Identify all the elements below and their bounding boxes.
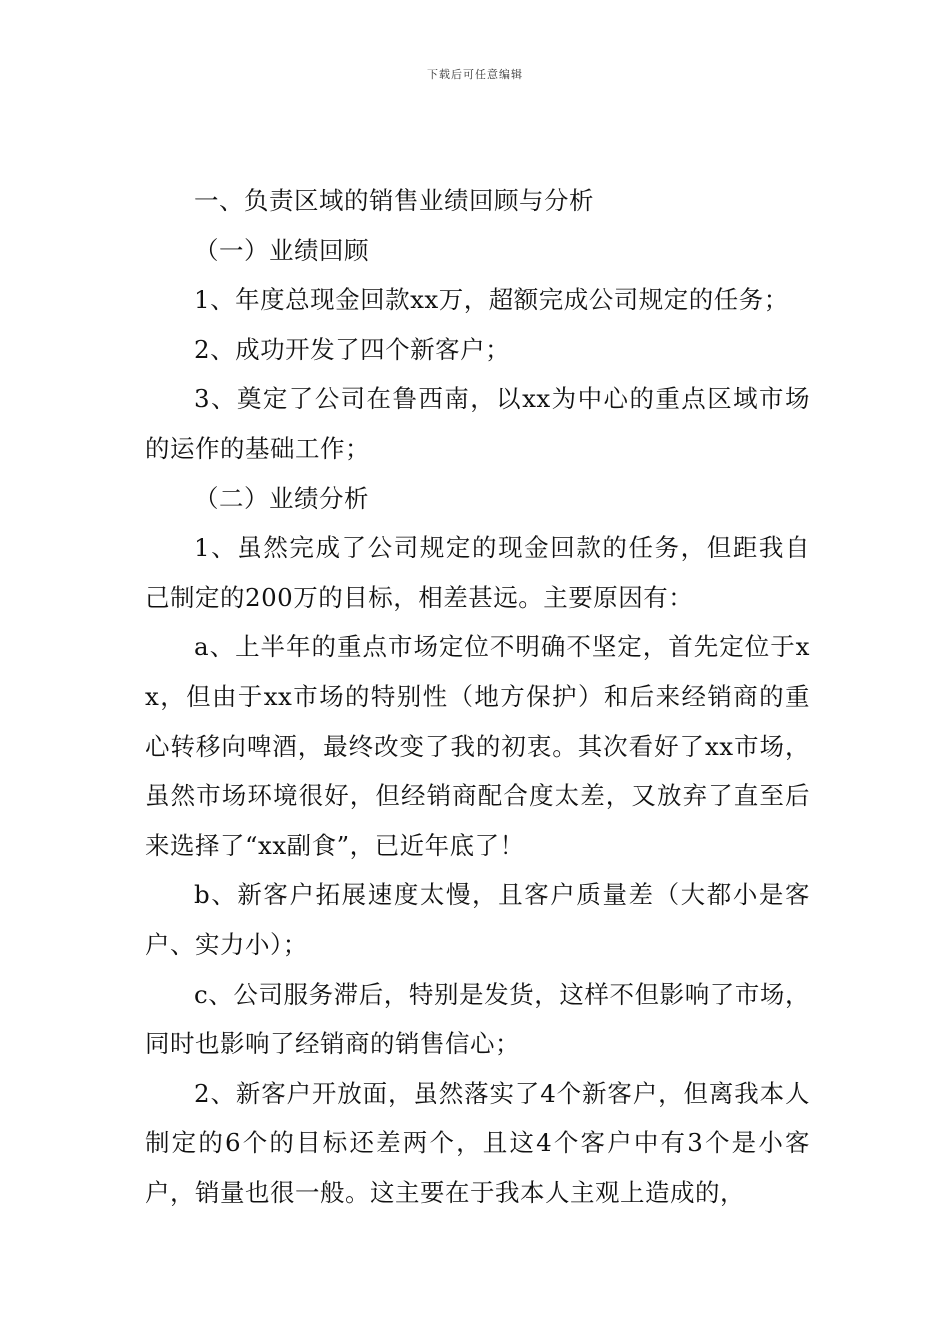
paragraph: 2、成功开发了四个新客户； xyxy=(194,334,511,364)
paragraph: 1、虽然完成了公司规定的现金回款的任务，但距我自己制定的200万的目标，相差甚远。主要原因有： xyxy=(145,533,810,612)
subsection-heading: （一）业绩回顾 xyxy=(194,235,369,265)
paragraph: 1、年度总现金回款xx万，超额完成公司规定的任务； xyxy=(194,285,789,315)
document-body xyxy=(145,176,810,1217)
paragraph: b、新客户拓展速度太慢，且客户质量差（大都小是客户、实力小）； xyxy=(145,880,810,959)
paragraph: 2、新客户开放面，虽然落实了4个新客户，但离我本人制定的6个的目标还差两个，且这4个客户中有3个是小客户，销量也很一般。这主要在于我本人主观上造成的， xyxy=(145,1078,810,1207)
header-note: 下载后可任意编辑 xyxy=(427,68,523,81)
paragraph: 3、奠定了公司在鲁西南，以xx为中心的重点区域市场的运作的基础工作； xyxy=(145,384,810,463)
subsection-heading: （二）业绩分析 xyxy=(194,483,369,513)
paragraph: c、公司服务滞后，特别是发货，这样不但影响了市场，同时也影响了经销商的销售信心； xyxy=(145,979,810,1059)
paragraph: a、上半年的重点市场定位不明确不坚定，首先定位于xx，但由于xx市场的特别性（地方保护）和后来经销商的重心转移向啤酒，最终改变了我的初衷。其次看好了xx市场，虽然市场环境很好，但经销商配合度太差，又放弃了直至后来选择了“xx副食”，已近年底了！ xyxy=(145,632,810,860)
section-heading: 一、负责区域的销售业绩回顾与分析 xyxy=(194,186,594,215)
